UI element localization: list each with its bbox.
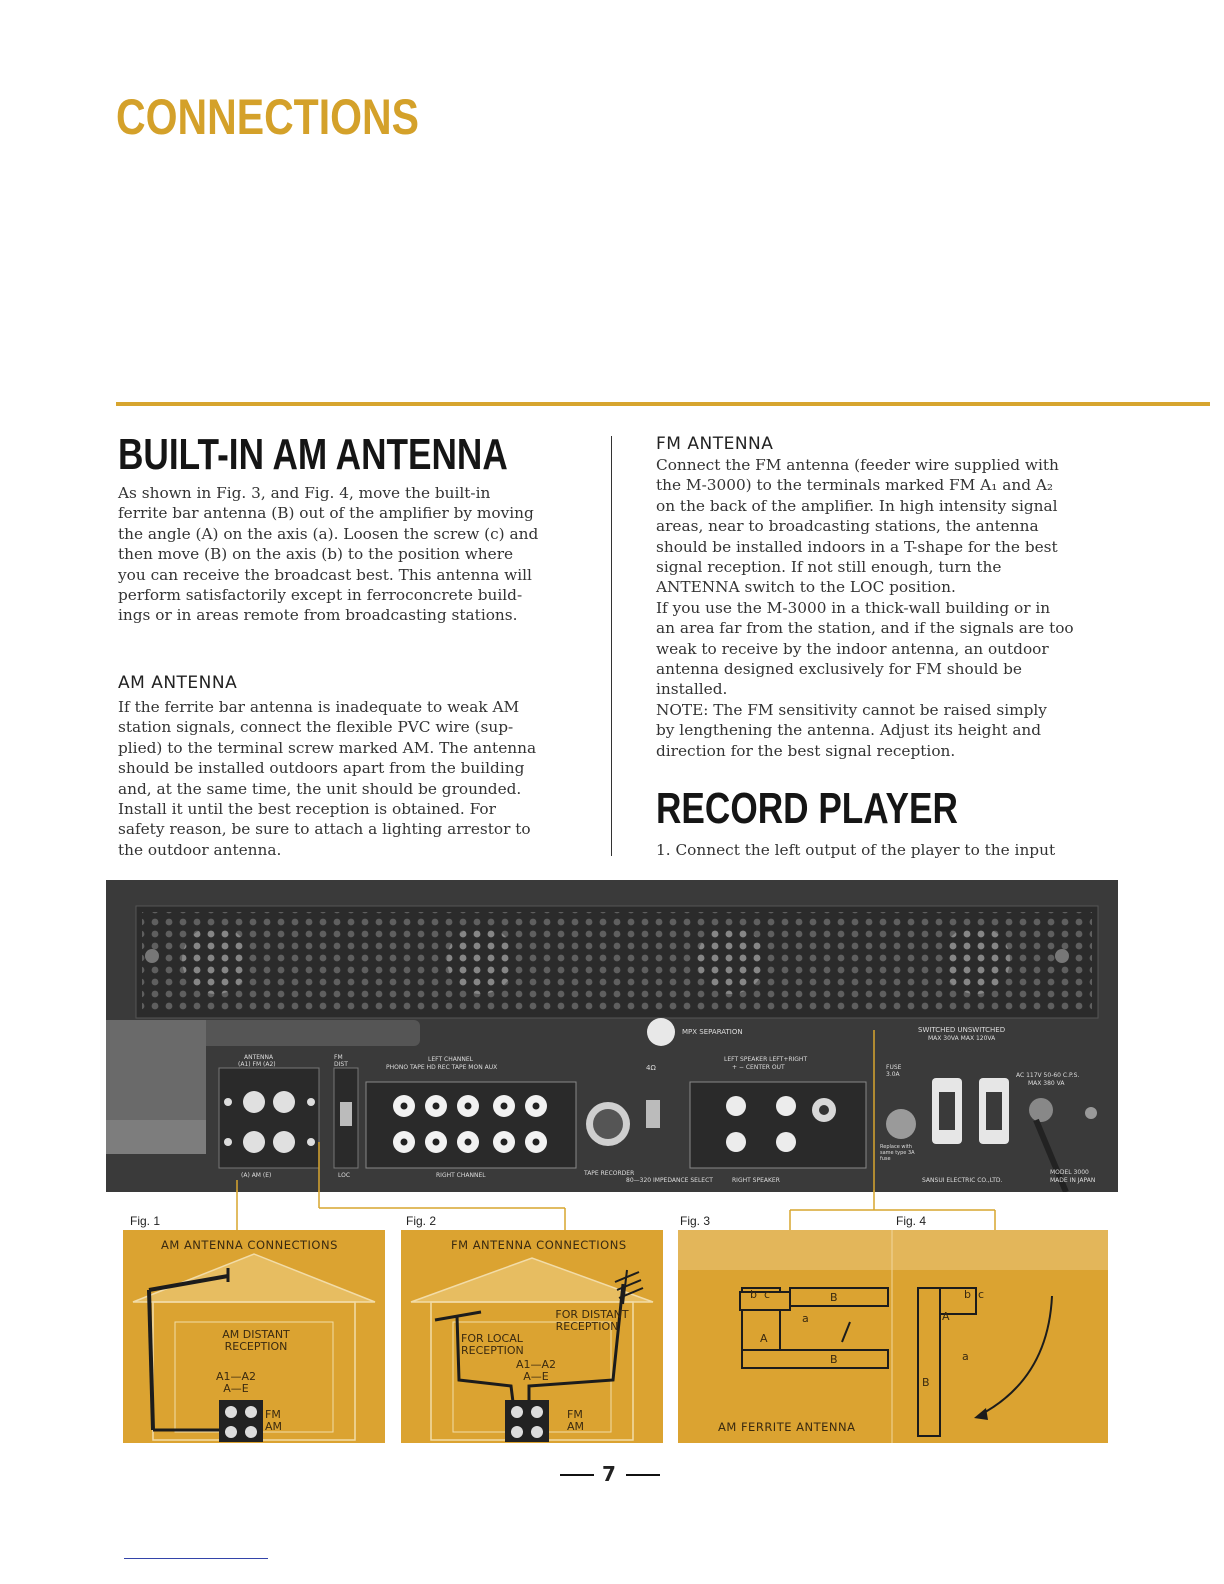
text-line: installed. bbox=[656, 680, 728, 699]
right-channel-label: RIGHT CHANNEL bbox=[436, 1172, 486, 1179]
fig1-text4: A—E bbox=[223, 1382, 249, 1395]
text-line: weak to receive by the indoor antenna, an outdoor bbox=[656, 639, 1049, 658]
maker-label: SANSUI ELECTRIC CO.,LTD. bbox=[922, 1177, 1003, 1184]
switched-max-label: MAX 30VA MAX 120VA bbox=[928, 1035, 996, 1042]
text-line: As shown in Fig. 3, and Fig. 4, move the built-in bbox=[118, 484, 491, 502]
figure-connector-lines bbox=[0, 1190, 1224, 1235]
text-line: should be installed indoors in a T-shape for the best bbox=[656, 537, 1058, 556]
mpx-label: MPX SEPARATION bbox=[682, 1028, 743, 1036]
fig1-panel bbox=[123, 1230, 385, 1443]
text-line: you can receive the broadcast best. This antenna will bbox=[118, 565, 532, 584]
fm-antenna-text bbox=[656, 455, 1114, 761]
fig4-A: A bbox=[942, 1310, 950, 1323]
fm-antenna-heading: FM ANTENNA bbox=[656, 434, 774, 454]
fig2-fm: FM bbox=[567, 1408, 583, 1421]
fig2-text3: A1—A2 bbox=[515, 1358, 557, 1371]
antenna-label: ANTENNA bbox=[244, 1054, 274, 1061]
page-number-dash-right bbox=[626, 1474, 660, 1476]
fig3-b: b bbox=[750, 1288, 757, 1301]
fm-dist-label: FM DIST bbox=[334, 1054, 348, 1068]
text-line: Connect the FM antenna (feeder wire supplied with bbox=[656, 456, 1059, 474]
fig2-distant1: FOR DISTANT bbox=[555, 1308, 629, 1321]
fig1-text3: A1—A2 bbox=[215, 1370, 257, 1383]
fig3-caption: AM FERRITE ANTENNA bbox=[718, 1420, 856, 1434]
built-in-am-antenna-text bbox=[118, 483, 573, 626]
amplifier-rear-panel-photo bbox=[106, 880, 1118, 1192]
text-line: should be installed outdoors apart from the building bbox=[118, 759, 525, 778]
made-in-label: MADE IN JAPAN bbox=[1050, 1177, 1096, 1184]
fig3-B-bottom: B bbox=[830, 1353, 838, 1366]
text-line: the M-3000) to the terminals marked FM A₁ and A₂ bbox=[656, 476, 1054, 495]
text-line: the outdoor antenna. bbox=[118, 840, 282, 859]
text-line: then move (B) on the axis (b) to the position where bbox=[118, 545, 514, 564]
text-line: If you use the M-3000 in a thick-wall building or in bbox=[656, 598, 1051, 617]
record-player-text: 1. Connect the left output of the player to the input bbox=[656, 841, 1056, 859]
text-line: station signals, connect the flexible PVC wire (sup- bbox=[118, 718, 514, 737]
fig3-A: A bbox=[760, 1332, 768, 1345]
fig2-caption: FM ANTENNA CONNECTIONS bbox=[451, 1238, 627, 1252]
inputs-label: PHONO TAPE HD REC TAPE MON AUX bbox=[386, 1064, 498, 1071]
text-line: direction for the best signal reception. bbox=[656, 741, 956, 760]
text-line: areas, near to broadcasting stations, the antenna bbox=[656, 517, 1039, 536]
text-line: ings or in areas remote from broadcasting stations. bbox=[118, 606, 518, 625]
fig2-distant2: RECEPTION bbox=[555, 1320, 619, 1333]
fig3-label: Fig. 3 bbox=[680, 1214, 711, 1228]
fig2-text4: A—E bbox=[523, 1370, 549, 1383]
fig4-b: b bbox=[964, 1288, 971, 1301]
fig4-B: B bbox=[922, 1376, 930, 1389]
text-line: NOTE: The FM sensitivity cannot be raised simply bbox=[656, 700, 1047, 719]
right-speaker-label: RIGHT SPEAKER bbox=[732, 1177, 780, 1184]
section-divider bbox=[116, 402, 1210, 406]
text-line: an area far from the station, and if the signals are too bbox=[656, 619, 1074, 638]
fig2-am: AM bbox=[567, 1420, 585, 1433]
text-line: Install it until the best reception is obtained. For bbox=[118, 800, 496, 819]
text-line: and, at the same time, the unit should be grounded. bbox=[118, 779, 522, 798]
column-divider bbox=[611, 436, 612, 856]
page-number-dash-left bbox=[560, 1474, 594, 1476]
fig1-caption: AM ANTENNA CONNECTIONS bbox=[161, 1238, 338, 1252]
impedance-label: 80—320 IMPEDANCE SELECT bbox=[626, 1177, 713, 1184]
text-line: safety reason, be sure to attach a lighting arrestor to bbox=[118, 820, 531, 839]
fig1-label: Fig. 1 bbox=[130, 1214, 161, 1228]
fig3-a: a bbox=[802, 1312, 809, 1325]
text-line: perform satisfactorily except in ferroconcrete build- bbox=[118, 586, 523, 605]
fig4-a: a bbox=[962, 1350, 969, 1363]
fig1-text2: RECEPTION bbox=[224, 1340, 288, 1353]
replace-fuse-label: Replace with same type 3A fuse bbox=[880, 1144, 915, 1162]
antenna-sub-label: (A1) FM (A2) bbox=[238, 1061, 276, 1068]
page-number: 7 bbox=[602, 1462, 616, 1486]
fig4-label: Fig. 4 bbox=[896, 1214, 927, 1228]
fig3-fig4-panel bbox=[678, 1230, 1108, 1443]
text-line: on the back of the amplifier. In high intensity signal bbox=[656, 496, 1058, 515]
fig1-am: AM bbox=[265, 1420, 283, 1433]
fig2-panel bbox=[401, 1230, 663, 1443]
model-label: MODEL 3000 bbox=[1050, 1169, 1089, 1176]
fig4-c: c bbox=[978, 1288, 985, 1301]
loc-label: LOC bbox=[338, 1172, 351, 1179]
fig1-text1: AM DISTANT bbox=[222, 1328, 290, 1341]
text-line: If the ferrite bar antenna is inadequate to weak AM bbox=[118, 698, 520, 716]
am-e-label: (A) AM (E) bbox=[241, 1172, 272, 1179]
ac-max-label: MAX 380 VA bbox=[1028, 1080, 1065, 1087]
page-title: CONNECTIONS bbox=[116, 89, 419, 145]
text-line: plied) to the terminal screw marked AM. The antenna bbox=[118, 738, 537, 757]
switched-label: SWITCHED UNSWITCHED bbox=[918, 1026, 1006, 1034]
text-line: ANTENNA switch to the LOC position. bbox=[656, 578, 956, 597]
left-speaker-label: LEFT SPEAKER LEFT+RIGHT bbox=[724, 1056, 808, 1063]
built-in-am-antenna-heading: BUILT-IN AM ANTENNA bbox=[118, 430, 508, 479]
fig3-B-top: B bbox=[830, 1291, 838, 1304]
fig2-local2: RECEPTION bbox=[461, 1344, 524, 1357]
footer-rule bbox=[124, 1558, 268, 1559]
fig3-c: c bbox=[764, 1288, 771, 1301]
tape-recorder-label: TAPE RECORDER bbox=[584, 1170, 635, 1177]
text-line: by lengthening the antenna. Adjust its height and bbox=[656, 721, 1042, 740]
text-line: signal reception. If not still enough, turn the bbox=[656, 558, 1002, 577]
text-line: antenna designed exclusively for FM should be bbox=[656, 660, 1022, 679]
left-channel-label: LEFT CHANNEL bbox=[428, 1056, 473, 1063]
center-out-label: + − CENTER OUT bbox=[732, 1064, 785, 1071]
fig1-fm: FM bbox=[265, 1408, 281, 1421]
ac-label: AC 117V 50-60 C.P.S. bbox=[1016, 1072, 1080, 1079]
ohm-label: 4Ω bbox=[646, 1064, 656, 1072]
text-line: the angle (A) on the axis (a). Loosen the screw (c) and bbox=[118, 524, 539, 543]
fuse-label: FUSE 3.0A bbox=[886, 1064, 902, 1078]
text-line: ferrite bar antenna (B) out of the amplifier by moving bbox=[118, 504, 534, 523]
fig2-label: Fig. 2 bbox=[406, 1214, 437, 1228]
record-player-heading: RECORD PLAYER bbox=[656, 784, 958, 833]
fig2-local1: FOR LOCAL bbox=[461, 1332, 523, 1345]
am-antenna-text bbox=[118, 697, 573, 860]
am-antenna-heading: AM ANTENNA bbox=[118, 673, 238, 693]
